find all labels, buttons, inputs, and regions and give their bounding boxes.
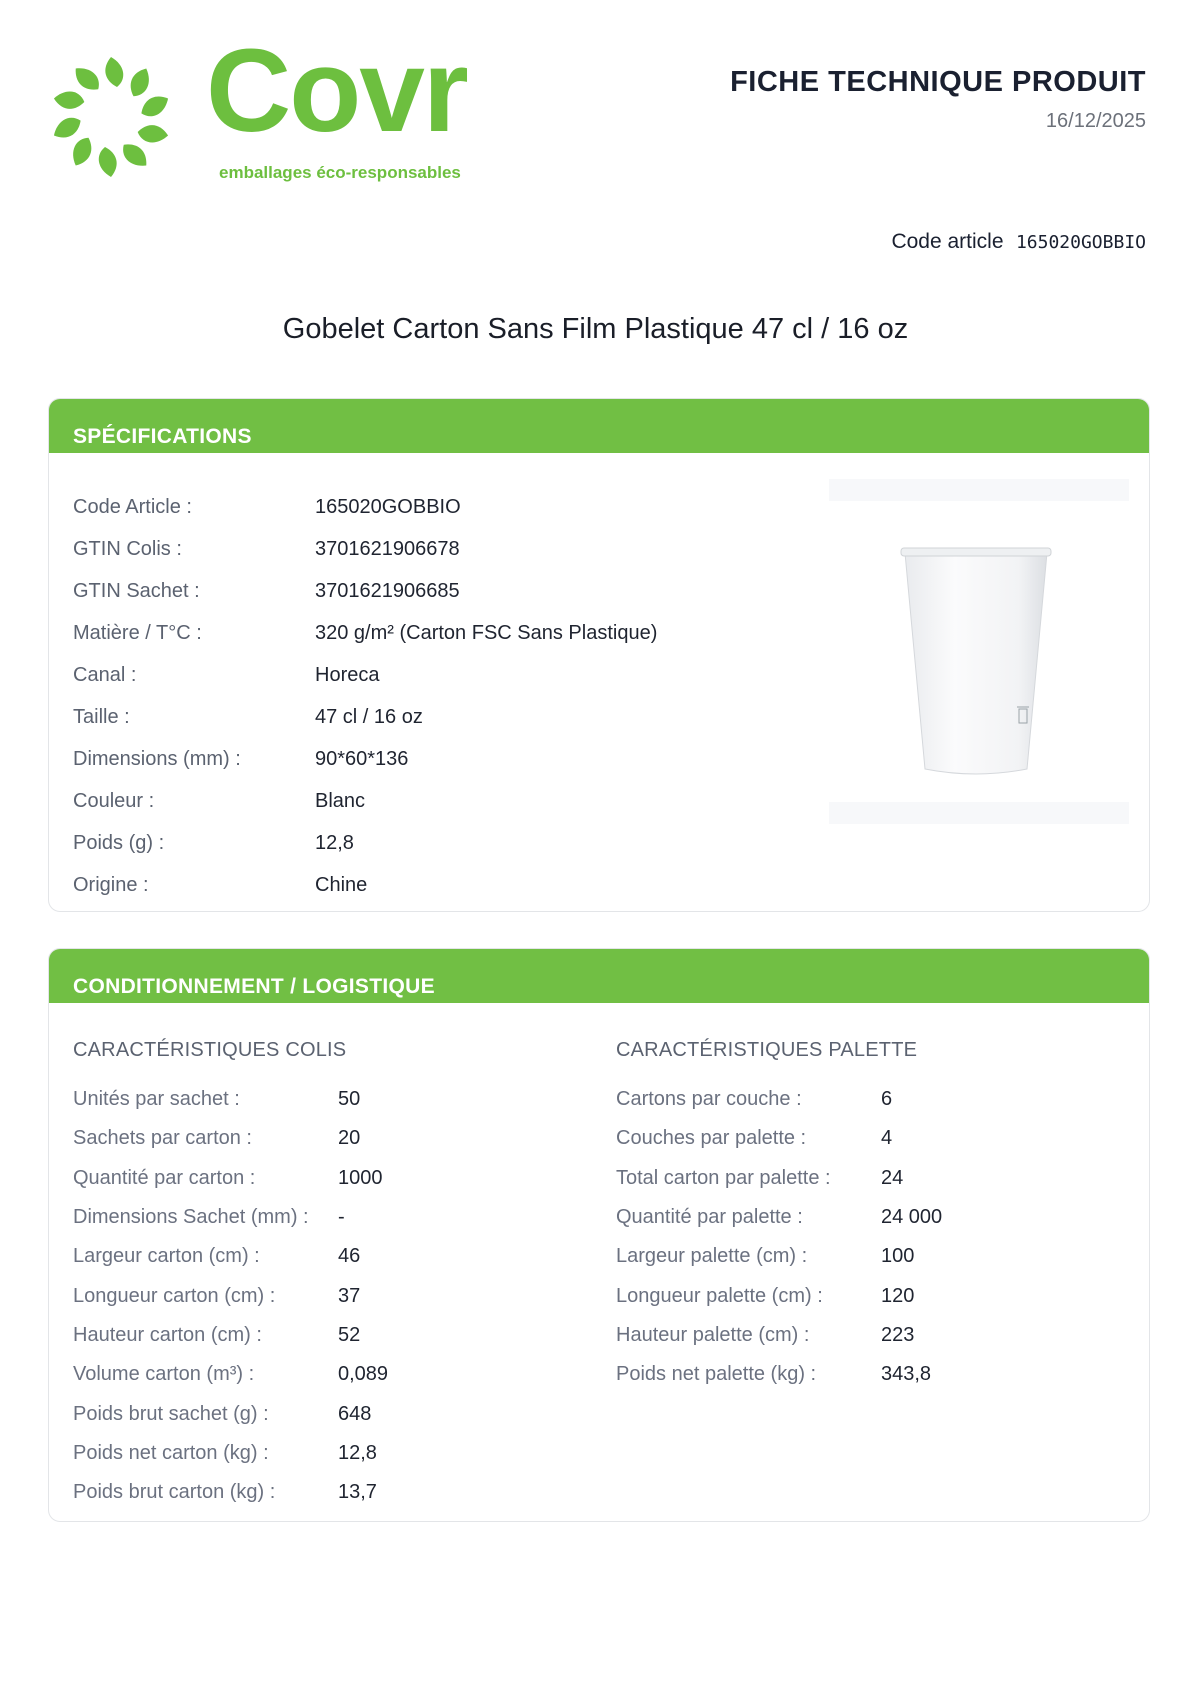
colis-row — [73, 1237, 388, 1276]
spec-row — [73, 528, 657, 570]
colis-title: CARACTÉRISTIQUES COLIS — [73, 1039, 347, 1061]
spec-label: Matière / T°C : — [73, 621, 202, 644]
palette-value: 100 — [881, 1245, 915, 1268]
article-code-value: 165020GOBBIO — [1015, 232, 1146, 253]
specifications-header — [49, 399, 1149, 453]
palette-row — [616, 1198, 942, 1237]
spec-value: 320 g/m² (Carton FSC Sans Plastique) — [315, 621, 658, 644]
palette-label: Hauteur palette (cm) : — [616, 1323, 810, 1346]
palette-value: 4 — [881, 1127, 893, 1150]
paper-cup-image — [829, 479, 1129, 824]
article-code-label: Code article — [891, 230, 1004, 253]
spec-label: Couleur : — [73, 789, 155, 812]
colis-value: 12,8 — [338, 1441, 377, 1464]
brand-name: Covr — [206, 25, 467, 157]
spec-label: GTIN Colis : — [73, 537, 182, 560]
colis-row — [73, 1316, 388, 1355]
colis-label: Poids brut sachet (g) : — [73, 1402, 269, 1425]
spec-row — [73, 696, 657, 738]
specifications-card — [48, 398, 1150, 912]
spec-value: 12,8 — [315, 831, 354, 854]
leaf-wreath-icon — [46, 52, 176, 182]
spec-row — [73, 864, 657, 906]
spec-row — [73, 570, 657, 612]
spec-value: 165020GOBBIO — [315, 495, 461, 518]
document-date: 16/12/2025 — [1045, 110, 1146, 132]
palette-value: 24 — [881, 1166, 904, 1189]
colis-label: Quantité par carton : — [73, 1166, 256, 1189]
colis-label: Largeur carton (cm) : — [73, 1245, 260, 1268]
colis-label: Poids brut carton (kg) : — [73, 1481, 276, 1504]
colis-value: - — [338, 1206, 345, 1229]
article-code-line — [891, 230, 1146, 254]
palette-value: 120 — [881, 1284, 915, 1307]
palette-row — [616, 1237, 942, 1276]
colis-label: Sachets par carton : — [73, 1127, 252, 1150]
colis-row — [73, 1355, 388, 1394]
spec-label: Dimensions (mm) : — [73, 747, 241, 770]
palette-row — [616, 1355, 942, 1394]
brand-logo — [46, 25, 506, 196]
colis-row — [73, 1434, 388, 1473]
palette-label: Cartons par couche : — [616, 1088, 802, 1111]
colis-value: 46 — [338, 1245, 361, 1268]
colis-row — [73, 1198, 388, 1237]
logistics-card — [48, 948, 1150, 1522]
colis-row — [73, 1276, 388, 1315]
palette-label: Largeur palette (cm) : — [616, 1245, 808, 1268]
palette-row — [616, 1080, 942, 1119]
specifications-table — [73, 486, 657, 906]
spec-value: Horeca — [315, 663, 380, 686]
palette-column — [616, 1039, 942, 1394]
colis-value: 648 — [338, 1402, 372, 1425]
spec-value: Chine — [315, 873, 368, 896]
colis-value: 1000 — [338, 1166, 383, 1189]
spec-value: 3701621906685 — [315, 579, 460, 602]
palette-value: 343,8 — [881, 1363, 932, 1386]
colis-label: Hauteur carton (cm) : — [73, 1323, 262, 1346]
spec-value: Blanc — [315, 789, 366, 812]
palette-row — [616, 1119, 942, 1158]
document-title: FICHE TECHNIQUE PRODUIT — [730, 66, 1146, 98]
colis-row — [73, 1119, 388, 1158]
spec-row — [73, 654, 657, 696]
spec-label: Poids (g) : — [73, 831, 165, 854]
colis-value: 37 — [338, 1284, 361, 1307]
colis-value: 50 — [338, 1088, 361, 1111]
palette-label: Poids net palette (kg) : — [616, 1363, 817, 1386]
colis-label: Longueur carton (cm) : — [73, 1284, 276, 1307]
spec-row — [73, 612, 657, 654]
spec-label: Origine : — [73, 873, 149, 896]
colis-label: Volume carton (m³) : — [73, 1363, 255, 1386]
spec-row — [73, 738, 657, 780]
colis-value: 20 — [338, 1127, 361, 1150]
spec-row — [73, 822, 657, 864]
colis-row — [73, 1394, 388, 1433]
palette-row — [616, 1159, 942, 1198]
spec-row — [73, 486, 657, 528]
specifications-heading: SPÉCIFICATIONS — [73, 425, 252, 448]
brand-tagline: emballages éco-responsables — [219, 163, 461, 182]
spec-value: 90*60*136 — [315, 747, 409, 770]
colis-value: 13,7 — [338, 1481, 377, 1504]
product-title: Gobelet Carton Sans Film Plastique 47 cl / 16 oz — [282, 313, 909, 345]
colis-label: Dimensions Sachet (mm) : — [73, 1206, 309, 1229]
spec-value: 47 cl / 16 oz — [315, 705, 423, 728]
palette-value: 24 000 — [881, 1206, 943, 1229]
colis-row — [73, 1080, 388, 1119]
spec-label: Code Article : — [73, 495, 192, 518]
colis-value: 52 — [338, 1323, 361, 1346]
palette-title: CARACTÉRISTIQUES PALETTE — [616, 1039, 918, 1061]
colis-value: 0,089 — [338, 1363, 389, 1386]
logistics-heading: CONDITIONNEMENT / LOGISTIQUE — [73, 975, 435, 998]
palette-label: Quantité par palette : — [616, 1206, 803, 1229]
palette-label: Couches par palette : — [616, 1127, 807, 1150]
palette-value: 223 — [881, 1323, 915, 1346]
logistics-header — [49, 949, 1149, 1003]
spec-label: Canal : — [73, 663, 137, 686]
spec-row — [73, 780, 657, 822]
spec-label: GTIN Sachet : — [73, 579, 200, 602]
colis-row — [73, 1473, 388, 1512]
colis-row — [73, 1159, 388, 1198]
palette-row — [616, 1316, 942, 1355]
palette-label: Total carton par palette : — [616, 1166, 831, 1189]
colis-label: Poids net carton (kg) : — [73, 1441, 269, 1464]
palette-label: Longueur palette (cm) : — [616, 1284, 823, 1307]
spec-label: Taille : — [73, 705, 130, 728]
palette-value: 6 — [881, 1088, 893, 1111]
colis-label: Unités par sachet : — [73, 1088, 240, 1111]
colis-column — [73, 1039, 388, 1512]
spec-value: 3701621906678 — [315, 537, 460, 560]
palette-row — [616, 1276, 942, 1315]
